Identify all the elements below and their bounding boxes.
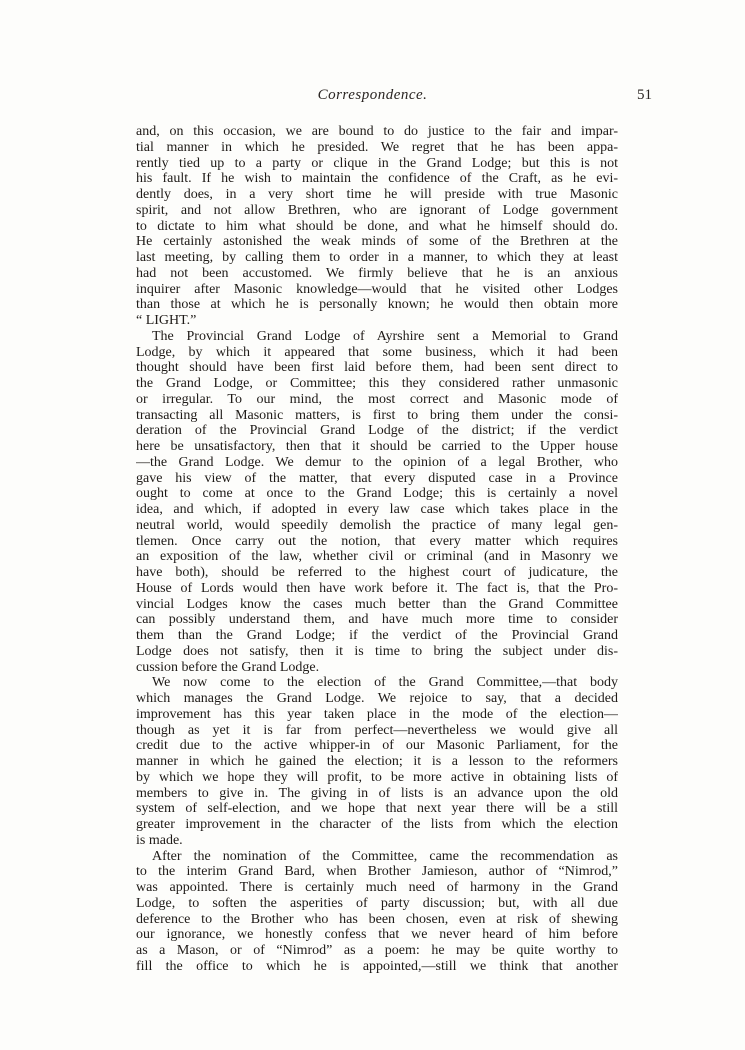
text-line: Lodge, to soften the asperities of party discussion; but, with all due [136,895,618,911]
text-line: can possibly understand them, and have much more time to consider [136,612,618,628]
text-line: the Grand Lodge, or Committee; this they considered rather unmasonic [136,376,618,391]
text-line: than those at which he is personally known; he would then obtain more [136,297,618,313]
text-line: which manages the Grand Lodge. We rejoice to say, that a decided [136,691,618,706]
page-number: 51 [637,87,652,103]
text-line: ought to come at once to the Grand Lodge; this is certainly a novel [136,486,618,502]
text-line: The Provincial Grand Lodge of Ayrshire sent a Memorial to Grand [152,328,618,344]
text-line: transacting all Masonic matters, is first to bring them under the consi- [136,407,618,423]
text-line: Lodge does not satisfy, then it is time to bring the subject under dis- [136,643,618,659]
text-line: gave his view of the matter, that every disputed case in a Province [136,470,618,486]
text-line: —the Grand Lodge. We demur to the opinion of a legal Brother, who [136,454,618,470]
text-line: idea, and which, if adopted in every law case which takes place in the [136,502,618,517]
text-line: system of self-election, and we hope that next year there will be a still [136,801,618,817]
text-line: here be unsatisfactory, then that it should be carried to the Upper house [136,439,618,454]
text-line: credit due to the active whipper-in of our Masonic Parliament, for the [136,738,618,754]
body-text [136,124,618,975]
text-line: to dictate to him what should be done, and what he himself should do. [136,218,618,234]
text-line: He certainly astonished the weak minds of some of the Brethren at the [136,234,618,250]
text-line: neutral world, would speedily demolish the practice of many legal gen- [136,517,618,533]
text-line: “ LIGHT.” [136,313,197,328]
text-line: House of Lords would then have work before it. The fact is, that the Pro- [136,580,618,596]
text-line: and, on this occasion, we are bound to do justice to the fair and impar- [136,124,618,139]
text-line: them than the Grand Lodge; if the verdict of the Provincial Grand [136,628,618,643]
text-line: last meeting, by calling them to order in a manner, to which they at least [136,250,618,265]
text-line: deference to the Brother who has been chosen, even at risk of shewing [136,911,618,927]
text-line: was appointed. There is certainly much need of harmony in the Grand [136,880,618,895]
text-line: vincial Lodges know the cases much better than the Grand Committee [136,596,618,612]
text-line: or irregular. To our mind, the most correct and Masonic mode of [136,391,618,407]
text-line: as a Mason, or of “Nimrod” as a poem: he may be quite worthy to [136,943,618,958]
running-head [0,87,745,111]
text-line: by which we hope they will profit, to be more active in obtaining lists of [136,769,618,785]
text-line: manner in which he gained the election; it is a lesson to the reformers [136,754,618,769]
text-line: spirit, and not allow Brethren, who are ignorant of Lodge government [136,202,618,218]
text-line: dently does, in a very short time he will preside with true Masonic [136,187,618,202]
text-line: greater improvement in the character of the lists from which the election [136,817,618,832]
text-line: fill the office to which he is appointed,—still we think that another [136,958,618,974]
text-line: tlemen. Once carry out the notion, that every matter which requires [136,533,618,549]
text-line: thought should have been first laid before them, had been sent direct to [136,360,618,376]
text-line: our ignorance, we honestly confess that we never heard of him before [136,927,618,943]
text-line: deration of the Provincial Grand Lodge of the district; if the verdict [136,423,618,439]
text-line: After the nomination of the Committee, came the recommendation as [152,848,618,864]
text-line: to the interim Grand Bard, when Brother Jamieson, author of “Nimrod,” [136,864,618,880]
text-line: Lodge, by which it appeared that some business, which it had been [136,344,618,360]
text-line: is made. [136,832,183,848]
text-line: an exposition of the law, whether civil or criminal (and in Masonry we [136,549,618,565]
text-line: rently tied up to a party or clique in the Grand Lodge; but this is not [136,155,618,171]
text-line: have both), should be referred to the highest court of judicature, the [136,565,618,580]
text-line: had not been accustomed. We firmly believe that he is an anxious [136,265,618,281]
text-line: We now come to the election of the Grand Committee,—that body [152,675,618,691]
text-line: improvement has this year taken place in the mode of the election— [136,706,618,722]
running-title: Correspondence. [317,87,428,103]
text-line: his fault. If he wish to maintain the confidence of the Craft, as he evi- [136,171,618,187]
text-line: though as yet it is far from perfect—nevertheless we would give all [136,722,618,738]
text-line: cussion before the Grand Lodge. [136,659,320,675]
text-line: tial manner in which he presided. We regret that he has been appa- [136,139,618,155]
text-line: inquirer after Masonic knowledge—would that he visited other Lodges [136,281,618,297]
text-line: members to give in. The giving in of lists is an advance upon the old [136,785,618,801]
